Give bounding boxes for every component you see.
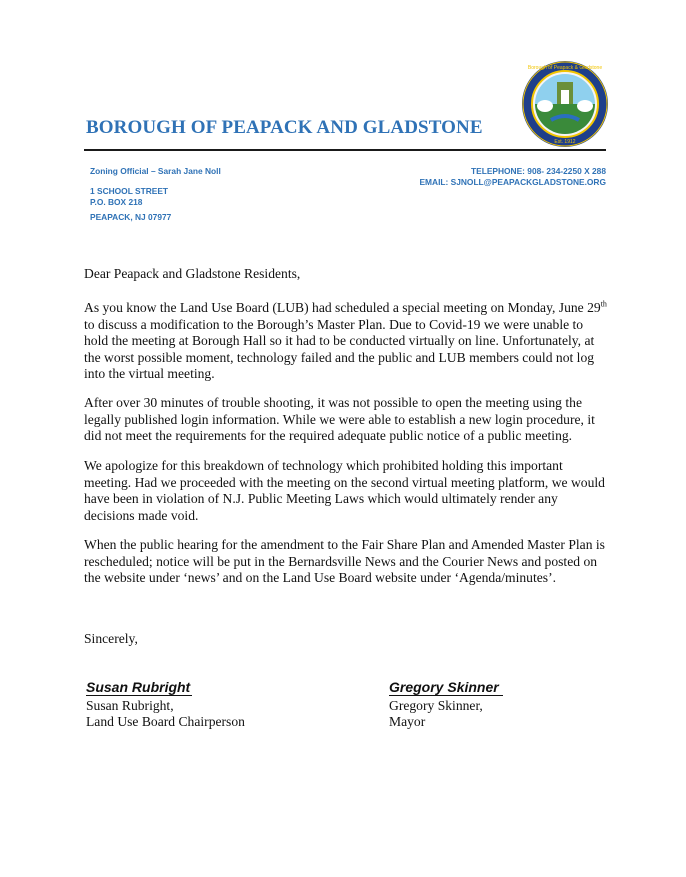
signer-name-left: Susan Rubright, (86, 698, 174, 713)
borough-seal-logo (521, 60, 609, 148)
address-line-1: 1 SCHOOL STREET (90, 186, 169, 196)
header-divider (84, 149, 606, 151)
address-line-3: PEAPACK, NJ 07977 (90, 212, 172, 222)
zoning-official: Zoning Official – Sarah Jane Noll (90, 166, 221, 176)
seal-name-text: Borough of Peapack & Gladstone (527, 65, 603, 71)
signer-title-right: Mayor (389, 714, 426, 729)
page-title: BOROUGH OF PEAPACK AND GLADSTONE (86, 117, 483, 138)
paragraph-4: When the public hearing for the amendment to the Fair Share Plan and Amended Master Plan is rescheduled; notice will be put in the Bernardsville News and the Courier News and posted on the website under ‘news’ and on the Land Use Board website under ‘Agenda/minutes’. (84, 537, 605, 586)
telephone: TELEPHONE: 908- 234-2250 X 288 (471, 166, 606, 176)
signer-name-right: Gregory Skinner, (389, 698, 483, 713)
salutation: Dear Peapack and Gladstone Residents, (84, 266, 301, 281)
paragraph-2: After over 30 minutes of trouble shooting, it was not possible to open the meeting using the legally published login information. While we were able to establish a new login procedure, it did not meet the requirements for the required adequate public notice of a public meeting. (84, 395, 595, 444)
signature-gregory: Gregory Skinner (389, 679, 503, 696)
signer-title-left: Land Use Board Chairperson (86, 714, 245, 729)
paragraph-3: We apologize for this breakdown of technology which prohibited holding this important meeting. Had we proceeded with the meeting on the second virtual meeting platform, we would have been in violation of N.J. Public Meeting Laws which would ultimately render any decisions made void. (84, 458, 605, 523)
email: EMAIL: SJNOLL@PEAPACKGLADSTONE.ORG (419, 177, 606, 187)
address-line-2: P.O. BOX 218 (90, 197, 143, 207)
signature-susan: Susan Rubright (86, 679, 191, 695)
paragraph-1: As you know the Land Use Board (LUB) had scheduled a special meeting on Monday, June 29th to discuss a modification to the Borough’s Master Plan. Due to Covid-19 we were unable to hold the meeting at Borough Hall so it had to be conducted virtually on line. Unfortunately, at the worst possible moment, technology failed and the public and LUB members could not log into the virtual meeting. (84, 299, 607, 382)
closing: Sincerely, (84, 631, 138, 646)
seal-est-text: Est. 1912 (554, 139, 576, 145)
